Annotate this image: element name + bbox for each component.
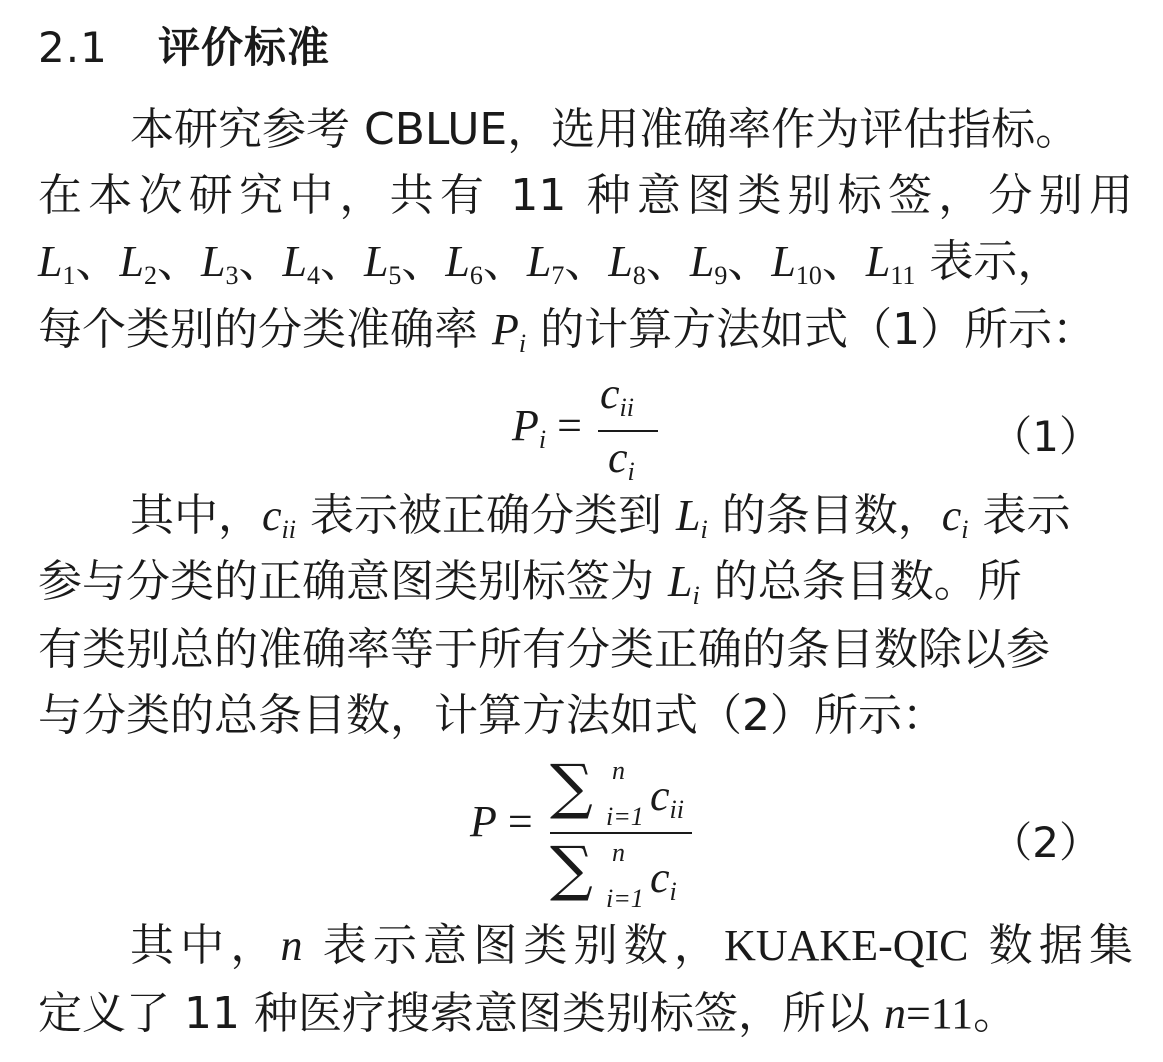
- label-separator: 、: [821, 236, 866, 287]
- section-number: 2.1: [38, 23, 108, 72]
- para2-line1: 其中，$c_{ii}$ 表示被正确分类到 $L_i$ 的条目数，$c_i$ 表示: [130, 490, 1071, 544]
- label-var-L2: L: [119, 237, 144, 286]
- section-heading: [38, 18, 1133, 78]
- labels-tail: 表示，: [929, 236, 1062, 287]
- label-var-L10: L: [771, 237, 796, 286]
- label-separator: 、: [319, 236, 364, 287]
- label-separator: 、: [645, 236, 690, 287]
- para2-line3: 有类别总的准确率等于所有分类正确的条目数除以参: [38, 624, 1050, 675]
- label-sub-6: 6: [469, 261, 483, 290]
- eq2-num-term: $c_{ii}$: [650, 771, 684, 824]
- section-title: 评价标准: [158, 23, 331, 72]
- label-sub-1: 1: [62, 261, 76, 290]
- eq2-num-upper: n: [612, 756, 625, 785]
- eq2-num-lower: i=1: [606, 802, 644, 831]
- label-separator: 、: [482, 236, 527, 287]
- label-sub-3: 3: [225, 261, 239, 290]
- label-var-L7: L: [526, 237, 552, 286]
- eq2-lhs: P: [470, 797, 497, 846]
- para3-line1: 其中，n 表示意图类别数，KUAKE-QIC 数据集: [130, 920, 1134, 971]
- eq1-numerator: $c_{ii}$: [600, 369, 634, 422]
- para1-line2: 在本次研究中，共有 11 种意图类别标签，分别用: [38, 170, 1133, 221]
- label-var-L9: L: [689, 237, 715, 286]
- label-separator: 、: [727, 236, 772, 287]
- eq2-numerator: ∑: [550, 752, 593, 822]
- eq2-den-term: $c_i$: [650, 853, 677, 906]
- label-sub-10: 10: [795, 261, 822, 290]
- label-separator: [915, 236, 929, 287]
- label-sub-5: 5: [388, 261, 402, 290]
- label-sub-4: 4: [306, 261, 320, 290]
- label-sub-11: 11: [890, 261, 916, 290]
- label-sub-7: 7: [551, 261, 565, 290]
- eq2-label: （2）: [990, 818, 1101, 867]
- var-P: P: [492, 305, 519, 354]
- eq1-lhs: P: [512, 401, 539, 450]
- para2-line4: 与分类的总条目数，计算方法如式（2）所示：: [38, 690, 946, 741]
- para1-line4: 每个类别的分类准确率 $P_i$ 的计算方法如式（1）所示：: [38, 304, 1097, 358]
- eq2-equals: =: [507, 797, 533, 846]
- eq1-label: （1）: [990, 412, 1101, 461]
- para1-line3-labels: [38, 232, 1133, 292]
- label-var-L3: L: [200, 237, 226, 286]
- label-sub-9: 9: [714, 261, 728, 290]
- label-var-L1: L: [38, 237, 63, 286]
- label-sub-8: 8: [632, 261, 646, 290]
- label-var-L5: L: [363, 237, 389, 286]
- label-sub-2: 2: [143, 261, 157, 290]
- eq2-denominator: ∑: [550, 834, 593, 904]
- eq2-den-upper: n: [612, 838, 625, 867]
- paper-page: 2.1 评价标准 本研究参考 CBLUE，选用准确率作为评估指标。 在本次研究中，共有 11 种意图类别标签，分别用 $L_1$、$L_2$、$L_3$、$L_4$、$L_5$、$L_6$、$L_7$、$L_8$、$L_9$、$L_{10}$、$L_{11}$ 表示， 每个类别的分类准确率 $P_i$ 的计算方法如式（1）所示： $P_i$ = $c_{ii}$ $c_i$ （1） 其中，$c_{ii}$ 表示被正确分类到 $L_i$ 的条目数，$c_i$ 表示 参与分类的正确意图类别标签为 $L_i$ 的总条目数。所 有类别总的准确率等于所有分类正确的条目数除以参 与分类的总条目数，计算方法如式（2）所示： P = ∑ n i=1 $c_{ii}$ ∑ n i=1 $c_i$ （2） 其中，n 表示意图类别数，KUAKE-QIC 数据集 定义了 11 种医疗搜索意图类别标签，所以 n=11。: [0, 0, 1163, 1062]
- label-separator: 、: [564, 236, 609, 287]
- label-var-L4: L: [282, 237, 307, 286]
- label-var-L11: L: [865, 237, 891, 286]
- label-separator: 、: [156, 236, 201, 287]
- label-var-L6: L: [445, 237, 470, 286]
- label-separator: 、: [75, 236, 120, 287]
- eq1-denominator: $c_i$: [608, 433, 635, 486]
- eq1-equals: =: [557, 401, 582, 450]
- para2-line2: 参与分类的正确意图类别标签为 $L_i$ 的总条目数。所: [38, 556, 1022, 610]
- label-separator: 、: [401, 236, 446, 287]
- label-var-L8: L: [608, 237, 633, 286]
- para1-line1: 本研究参考 CBLUE，选用准确率作为评估指标。: [130, 104, 1080, 155]
- eq2-den-lower: i=1: [606, 884, 644, 913]
- para3-line2: 定义了 11 种医疗搜索意图类别标签，所以 n=11。: [38, 988, 1018, 1039]
- label-separator: 、: [238, 236, 283, 287]
